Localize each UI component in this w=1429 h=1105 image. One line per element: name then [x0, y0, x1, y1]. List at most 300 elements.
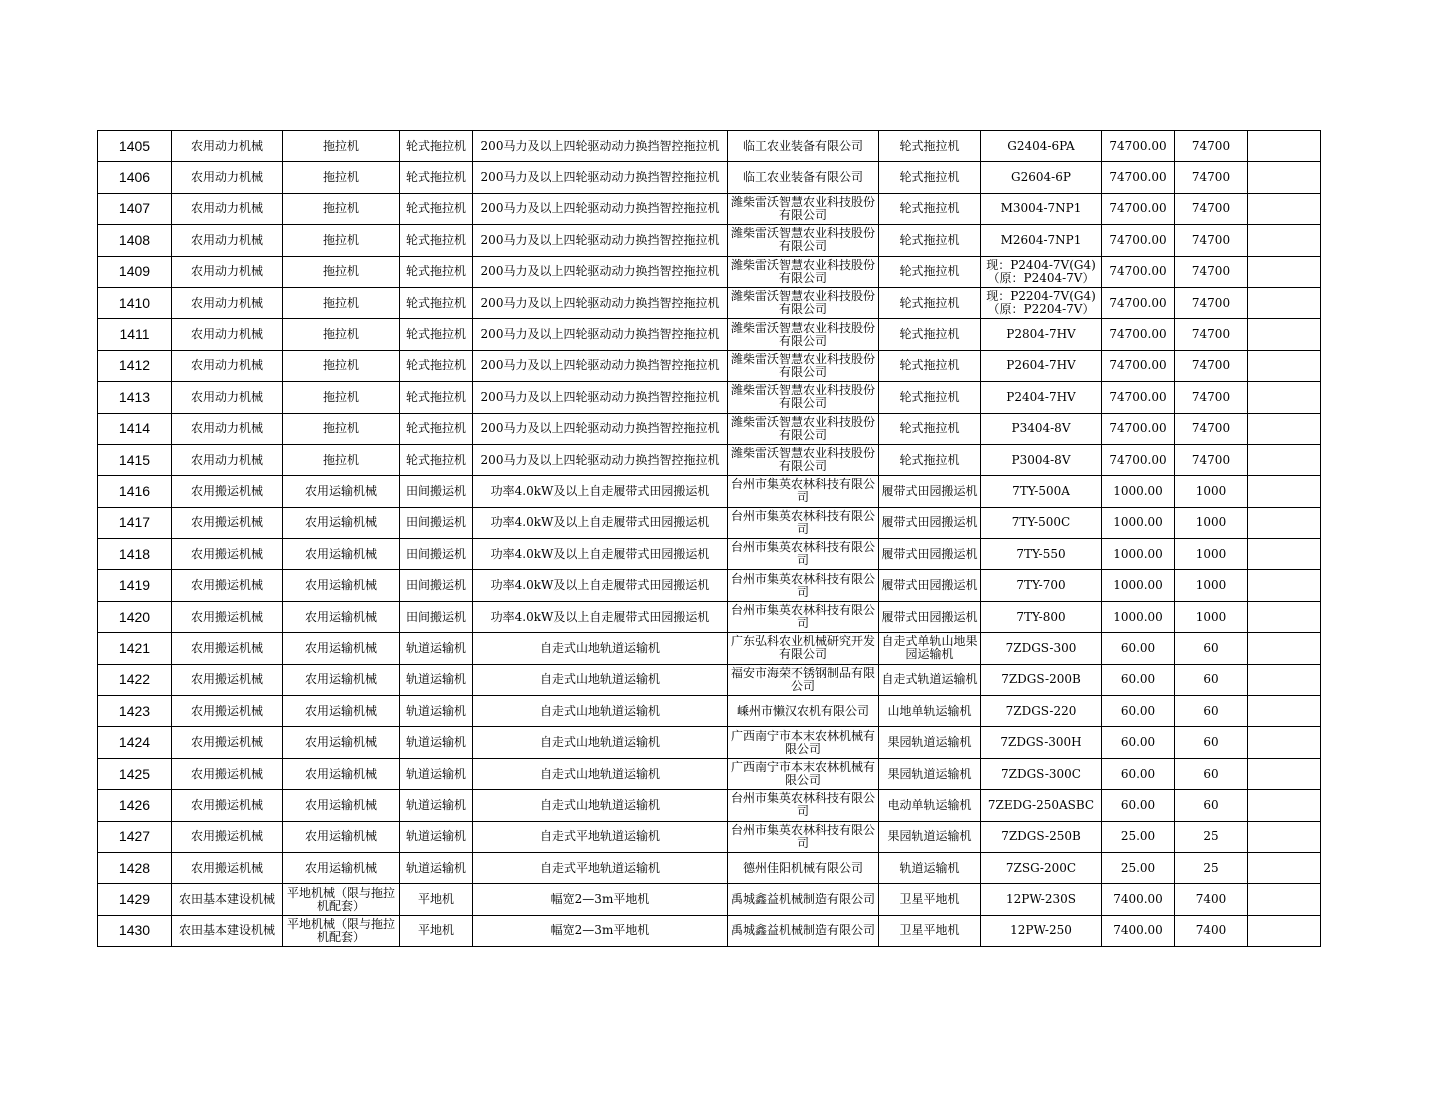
- subcategory-cell: 农用运输机械: [283, 727, 400, 758]
- subsidy-cell: 1000: [1175, 601, 1248, 632]
- spec-cell: 200马力及以上四轮驱动动力换挡智控拖拉机: [473, 413, 728, 444]
- table-row: [98, 507, 1321, 538]
- spec-cell: 200马力及以上四轮驱动动力换挡智控拖拉机: [473, 350, 728, 381]
- subsidy-cell: 25: [1175, 852, 1248, 883]
- note-cell: [1248, 570, 1321, 601]
- table-row: [98, 884, 1321, 915]
- subcategory-cell: 拖拉机: [283, 256, 400, 287]
- category-cell: 农用搬运机械: [172, 758, 283, 789]
- subsidy-cell: 74700: [1175, 413, 1248, 444]
- model-cell: 7ZDGS-300: [981, 633, 1102, 664]
- model-cell: P2604-7HV: [981, 350, 1102, 381]
- product-name-cell: 自走式轨道运输机: [879, 664, 981, 695]
- item-cell: 轨道运输机: [400, 852, 473, 883]
- table-row: [98, 193, 1321, 224]
- subcategory-cell: 农用运输机械: [283, 821, 400, 852]
- category-cell: 农用搬运机械: [172, 664, 283, 695]
- category-cell: 农用搬运机械: [172, 696, 283, 727]
- product-name-cell: 轮式拖拉机: [879, 413, 981, 444]
- spec-cell: 200马力及以上四轮驱动动力换挡智控拖拉机: [473, 444, 728, 475]
- manufacturer-cell: 潍柴雷沃智慧农业科技股份有限公司: [728, 319, 879, 350]
- product-name-cell: 自走式单轨山地果园运输机: [879, 633, 981, 664]
- note-cell: [1248, 507, 1321, 538]
- product-name-cell: 轮式拖拉机: [879, 350, 981, 381]
- spec-cell: 自走式山地轨道运输机: [473, 758, 728, 789]
- category-cell: 农用动力机械: [172, 382, 283, 413]
- subcategory-cell: 农用运输机械: [283, 539, 400, 570]
- row-number-cell: 1423: [98, 696, 172, 727]
- category-cell: 农用动力机械: [172, 256, 283, 287]
- spec-cell: 幅宽2—3m平地机: [473, 884, 728, 915]
- price-cell: 60.00: [1102, 696, 1175, 727]
- model-cell: 7ZDGS-300C: [981, 758, 1102, 789]
- price-cell: 1000.00: [1102, 476, 1175, 507]
- price-cell: 74700.00: [1102, 162, 1175, 193]
- product-name-cell: 果园轨道运输机: [879, 758, 981, 789]
- subcategory-cell: 农用运输机械: [283, 790, 400, 821]
- spec-cell: 功率4.0kW及以上自走履带式田园搬运机: [473, 476, 728, 507]
- subsidy-cell: 74700: [1175, 444, 1248, 475]
- product-name-cell: 履带式田园搬运机: [879, 601, 981, 632]
- note-cell: [1248, 790, 1321, 821]
- product-name-cell: 轮式拖拉机: [879, 256, 981, 287]
- row-number-cell: 1425: [98, 758, 172, 789]
- item-cell: 轮式拖拉机: [400, 319, 473, 350]
- note-cell: [1248, 539, 1321, 570]
- note-cell: [1248, 821, 1321, 852]
- model-cell: 现：P2404-7V(G4)（原：P2404-7V）: [981, 256, 1102, 287]
- model-cell: 7ZDGS-300H: [981, 727, 1102, 758]
- manufacturer-cell: 潍柴雷沃智慧农业科技股份有限公司: [728, 193, 879, 224]
- subcategory-cell: 农用运输机械: [283, 664, 400, 695]
- price-cell: 7400.00: [1102, 884, 1175, 915]
- table-row: [98, 727, 1321, 758]
- table-row: [98, 476, 1321, 507]
- model-cell: 12PW-250: [981, 915, 1102, 946]
- product-name-cell: 山地单轨运输机: [879, 696, 981, 727]
- table-row: [98, 696, 1321, 727]
- subcategory-cell: 平地机械（限与拖拉机配套）: [283, 915, 400, 946]
- category-cell: 农用动力机械: [172, 413, 283, 444]
- category-cell: 农用搬运机械: [172, 601, 283, 632]
- table-row: [98, 790, 1321, 821]
- category-cell: 农用动力机械: [172, 131, 283, 162]
- price-cell: 74700.00: [1102, 193, 1175, 224]
- product-name-cell: 轮式拖拉机: [879, 131, 981, 162]
- category-cell: 农用动力机械: [172, 287, 283, 318]
- category-cell: 农用搬运机械: [172, 852, 283, 883]
- note-cell: [1248, 633, 1321, 664]
- category-cell: 农田基本建设机械: [172, 915, 283, 946]
- price-cell: 60.00: [1102, 664, 1175, 695]
- spec-cell: 200马力及以上四轮驱动动力换挡智控拖拉机: [473, 256, 728, 287]
- manufacturer-cell: 临工农业装备有限公司: [728, 131, 879, 162]
- table-row: [98, 915, 1321, 946]
- price-cell: 74700.00: [1102, 444, 1175, 475]
- subcategory-cell: 农用运输机械: [283, 758, 400, 789]
- product-name-cell: 轮式拖拉机: [879, 162, 981, 193]
- note-cell: [1248, 319, 1321, 350]
- table-row: [98, 131, 1321, 162]
- item-cell: 轮式拖拉机: [400, 225, 473, 256]
- subcategory-cell: 拖拉机: [283, 444, 400, 475]
- price-cell: 74700.00: [1102, 350, 1175, 381]
- manufacturer-cell: 临工农业装备有限公司: [728, 162, 879, 193]
- row-number-cell: 1413: [98, 382, 172, 413]
- item-cell: 田间搬运机: [400, 570, 473, 601]
- row-number-cell: 1420: [98, 601, 172, 632]
- row-number-cell: 1410: [98, 287, 172, 318]
- price-cell: 1000.00: [1102, 539, 1175, 570]
- row-number-cell: 1412: [98, 350, 172, 381]
- category-cell: 农用搬运机械: [172, 570, 283, 601]
- subsidy-cell: 60: [1175, 790, 1248, 821]
- subcategory-cell: 拖拉机: [283, 162, 400, 193]
- product-name-cell: 轮式拖拉机: [879, 444, 981, 475]
- subsidy-cell: 1000: [1175, 507, 1248, 538]
- manufacturer-cell: 台州市集英农林科技有限公司: [728, 790, 879, 821]
- price-cell: 60.00: [1102, 633, 1175, 664]
- row-number-cell: 1407: [98, 193, 172, 224]
- category-cell: 农用动力机械: [172, 444, 283, 475]
- price-cell: 74700.00: [1102, 319, 1175, 350]
- manufacturer-cell: 广西南宁市本末农林机械有限公司: [728, 727, 879, 758]
- subsidy-cell: 74700: [1175, 225, 1248, 256]
- subsidy-cell: 1000: [1175, 539, 1248, 570]
- row-number-cell: 1426: [98, 790, 172, 821]
- model-cell: 7ZDGS-200B: [981, 664, 1102, 695]
- spec-cell: 200马力及以上四轮驱动动力换挡智控拖拉机: [473, 225, 728, 256]
- category-cell: 农用动力机械: [172, 350, 283, 381]
- table-row: [98, 444, 1321, 475]
- spec-cell: 幅宽2—3m平地机: [473, 915, 728, 946]
- table-row: [98, 664, 1321, 695]
- manufacturer-cell: 台州市集英农林科技有限公司: [728, 539, 879, 570]
- table-body: [98, 131, 1321, 947]
- price-cell: 60.00: [1102, 790, 1175, 821]
- model-cell: P3404-8V: [981, 413, 1102, 444]
- subsidy-cell: 60: [1175, 664, 1248, 695]
- item-cell: 田间搬运机: [400, 539, 473, 570]
- price-cell: 25.00: [1102, 852, 1175, 883]
- subsidy-table: [97, 130, 1321, 947]
- model-cell: G2404-6PA: [981, 131, 1102, 162]
- price-cell: 74700.00: [1102, 131, 1175, 162]
- manufacturer-cell: 台州市集英农林科技有限公司: [728, 476, 879, 507]
- table-row: [98, 821, 1321, 852]
- product-name-cell: 履带式田园搬运机: [879, 507, 981, 538]
- subsidy-cell: 60: [1175, 727, 1248, 758]
- table-row: [98, 287, 1321, 318]
- category-cell: 农用搬运机械: [172, 727, 283, 758]
- note-cell: [1248, 131, 1321, 162]
- row-number-cell: 1408: [98, 225, 172, 256]
- manufacturer-cell: 禹城鑫益机械制造有限公司: [728, 884, 879, 915]
- row-number-cell: 1418: [98, 539, 172, 570]
- category-cell: 农用搬运机械: [172, 633, 283, 664]
- table-row: [98, 162, 1321, 193]
- spec-cell: 功率4.0kW及以上自走履带式田园搬运机: [473, 539, 728, 570]
- manufacturer-cell: 德州佳阳机械有限公司: [728, 852, 879, 883]
- table-row: [98, 382, 1321, 413]
- price-cell: 1000.00: [1102, 570, 1175, 601]
- spec-cell: 200马力及以上四轮驱动动力换挡智控拖拉机: [473, 319, 728, 350]
- price-cell: 1000.00: [1102, 601, 1175, 632]
- category-cell: 农田基本建设机械: [172, 884, 283, 915]
- price-cell: 74700.00: [1102, 382, 1175, 413]
- row-number-cell: 1428: [98, 852, 172, 883]
- spec-cell: 200马力及以上四轮驱动动力换挡智控拖拉机: [473, 287, 728, 318]
- spec-cell: 200马力及以上四轮驱动动力换挡智控拖拉机: [473, 382, 728, 413]
- manufacturer-cell: 广西南宁市本末农林机械有限公司: [728, 758, 879, 789]
- product-name-cell: 卫星平地机: [879, 884, 981, 915]
- table-row: [98, 350, 1321, 381]
- manufacturer-cell: 福安市海荣不锈钢制品有限公司: [728, 664, 879, 695]
- subsidy-cell: 1000: [1175, 476, 1248, 507]
- row-number-cell: 1414: [98, 413, 172, 444]
- spec-cell: 自走式山地轨道运输机: [473, 790, 728, 821]
- item-cell: 轨道运输机: [400, 790, 473, 821]
- item-cell: 轨道运输机: [400, 633, 473, 664]
- subsidy-cell: 25: [1175, 821, 1248, 852]
- price-cell: 1000.00: [1102, 507, 1175, 538]
- note-cell: [1248, 382, 1321, 413]
- category-cell: 农用动力机械: [172, 193, 283, 224]
- manufacturer-cell: 广东弘科农业机械研究开发有限公司: [728, 633, 879, 664]
- category-cell: 农用搬运机械: [172, 539, 283, 570]
- table-row: [98, 319, 1321, 350]
- note-cell: [1248, 476, 1321, 507]
- manufacturer-cell: 潍柴雷沃智慧农业科技股份有限公司: [728, 444, 879, 475]
- manufacturer-cell: 嵊州市懒汉农机有限公司: [728, 696, 879, 727]
- subcategory-cell: 拖拉机: [283, 350, 400, 381]
- manufacturer-cell: 潍柴雷沃智慧农业科技股份有限公司: [728, 287, 879, 318]
- note-cell: [1248, 162, 1321, 193]
- manufacturer-cell: 台州市集英农林科技有限公司: [728, 570, 879, 601]
- model-cell: 7TY-500A: [981, 476, 1102, 507]
- item-cell: 轨道运输机: [400, 696, 473, 727]
- item-cell: 轨道运输机: [400, 821, 473, 852]
- note-cell: [1248, 884, 1321, 915]
- item-cell: 轨道运输机: [400, 727, 473, 758]
- table-row: [98, 601, 1321, 632]
- manufacturer-cell: 潍柴雷沃智慧农业科技股份有限公司: [728, 350, 879, 381]
- manufacturer-cell: 台州市集英农林科技有限公司: [728, 601, 879, 632]
- table-row: [98, 256, 1321, 287]
- product-name-cell: 轮式拖拉机: [879, 287, 981, 318]
- note-cell: [1248, 256, 1321, 287]
- price-cell: 74700.00: [1102, 287, 1175, 318]
- subsidy-cell: 60: [1175, 633, 1248, 664]
- subsidy-cell: 74700: [1175, 319, 1248, 350]
- category-cell: 农用动力机械: [172, 162, 283, 193]
- model-cell: 现：P2204-7V(G4)（原：P2204-7V）: [981, 287, 1102, 318]
- model-cell: 7ZEDG-250ASBC: [981, 790, 1102, 821]
- row-number-cell: 1429: [98, 884, 172, 915]
- category-cell: 农用搬运机械: [172, 476, 283, 507]
- spec-cell: 200马力及以上四轮驱动动力换挡智控拖拉机: [473, 131, 728, 162]
- subsidy-cell: 7400: [1175, 884, 1248, 915]
- item-cell: 田间搬运机: [400, 476, 473, 507]
- category-cell: 农用搬运机械: [172, 821, 283, 852]
- note-cell: [1248, 727, 1321, 758]
- note-cell: [1248, 413, 1321, 444]
- product-name-cell: 履带式田园搬运机: [879, 570, 981, 601]
- model-cell: P3004-8V: [981, 444, 1102, 475]
- item-cell: 轮式拖拉机: [400, 413, 473, 444]
- subsidy-cell: 74700: [1175, 193, 1248, 224]
- row-number-cell: 1409: [98, 256, 172, 287]
- subsidy-cell: 60: [1175, 758, 1248, 789]
- subcategory-cell: 拖拉机: [283, 193, 400, 224]
- note-cell: [1248, 287, 1321, 318]
- subsidy-cell: 74700: [1175, 131, 1248, 162]
- subcategory-cell: 拖拉机: [283, 287, 400, 318]
- row-number-cell: 1406: [98, 162, 172, 193]
- item-cell: 平地机: [400, 915, 473, 946]
- row-number-cell: 1417: [98, 507, 172, 538]
- price-cell: 60.00: [1102, 758, 1175, 789]
- product-name-cell: 卫星平地机: [879, 915, 981, 946]
- manufacturer-cell: 潍柴雷沃智慧农业科技股份有限公司: [728, 413, 879, 444]
- note-cell: [1248, 350, 1321, 381]
- subsidy-cell: 7400: [1175, 915, 1248, 946]
- category-cell: 农用动力机械: [172, 319, 283, 350]
- item-cell: 轮式拖拉机: [400, 162, 473, 193]
- table-row: [98, 225, 1321, 256]
- subsidy-cell: 74700: [1175, 382, 1248, 413]
- row-number-cell: 1405: [98, 131, 172, 162]
- product-name-cell: 轮式拖拉机: [879, 225, 981, 256]
- model-cell: 7ZSG-200C: [981, 852, 1102, 883]
- model-cell: M2604-7NP1: [981, 225, 1102, 256]
- row-number-cell: 1415: [98, 444, 172, 475]
- product-name-cell: 电动单轨运输机: [879, 790, 981, 821]
- price-cell: 74700.00: [1102, 225, 1175, 256]
- model-cell: G2604-6P: [981, 162, 1102, 193]
- row-number-cell: 1411: [98, 319, 172, 350]
- table-row: [98, 758, 1321, 789]
- model-cell: 7TY-500C: [981, 507, 1102, 538]
- manufacturer-cell: 潍柴雷沃智慧农业科技股份有限公司: [728, 225, 879, 256]
- subsidy-cell: 74700: [1175, 287, 1248, 318]
- row-number-cell: 1427: [98, 821, 172, 852]
- product-name-cell: 果园轨道运输机: [879, 727, 981, 758]
- spec-cell: 自走式山地轨道运输机: [473, 696, 728, 727]
- price-cell: 25.00: [1102, 821, 1175, 852]
- model-cell: 7ZDGS-220: [981, 696, 1102, 727]
- spec-cell: 功率4.0kW及以上自走履带式田园搬运机: [473, 507, 728, 538]
- category-cell: 农用搬运机械: [172, 790, 283, 821]
- model-cell: M3004-7NP1: [981, 193, 1102, 224]
- price-cell: 74700.00: [1102, 413, 1175, 444]
- model-cell: P2804-7HV: [981, 319, 1102, 350]
- subcategory-cell: 拖拉机: [283, 413, 400, 444]
- subcategory-cell: 农用运输机械: [283, 696, 400, 727]
- manufacturer-cell: 潍柴雷沃智慧农业科技股份有限公司: [728, 256, 879, 287]
- price-cell: 7400.00: [1102, 915, 1175, 946]
- spec-cell: 自走式平地轨道运输机: [473, 821, 728, 852]
- subcategory-cell: 农用运输机械: [283, 633, 400, 664]
- spec-cell: 200马力及以上四轮驱动动力换挡智控拖拉机: [473, 193, 728, 224]
- subsidy-cell: 1000: [1175, 570, 1248, 601]
- item-cell: 轨道运输机: [400, 758, 473, 789]
- subcategory-cell: 农用运输机械: [283, 601, 400, 632]
- row-number-cell: 1421: [98, 633, 172, 664]
- subcategory-cell: 拖拉机: [283, 131, 400, 162]
- manufacturer-cell: 潍柴雷沃智慧农业科技股份有限公司: [728, 382, 879, 413]
- manufacturer-cell: 禹城鑫益机械制造有限公司: [728, 915, 879, 946]
- item-cell: 田间搬运机: [400, 601, 473, 632]
- model-cell: 7TY-550: [981, 539, 1102, 570]
- manufacturer-cell: 台州市集英农林科技有限公司: [728, 507, 879, 538]
- item-cell: 轮式拖拉机: [400, 382, 473, 413]
- item-cell: 轮式拖拉机: [400, 350, 473, 381]
- note-cell: [1248, 601, 1321, 632]
- note-cell: [1248, 696, 1321, 727]
- note-cell: [1248, 758, 1321, 789]
- spec-cell: 功率4.0kW及以上自走履带式田园搬运机: [473, 601, 728, 632]
- item-cell: 轮式拖拉机: [400, 256, 473, 287]
- spec-cell: 功率4.0kW及以上自走履带式田园搬运机: [473, 570, 728, 601]
- spec-cell: 自走式山地轨道运输机: [473, 727, 728, 758]
- product-name-cell: 果园轨道运输机: [879, 821, 981, 852]
- item-cell: 轨道运输机: [400, 664, 473, 695]
- note-cell: [1248, 193, 1321, 224]
- category-cell: 农用搬运机械: [172, 507, 283, 538]
- item-cell: 轮式拖拉机: [400, 287, 473, 318]
- product-name-cell: 轮式拖拉机: [879, 319, 981, 350]
- spec-cell: 自走式山地轨道运输机: [473, 664, 728, 695]
- subsidy-cell: 74700: [1175, 162, 1248, 193]
- subcategory-cell: 拖拉机: [283, 319, 400, 350]
- table-row: [98, 570, 1321, 601]
- manufacturer-cell: 台州市集英农林科技有限公司: [728, 821, 879, 852]
- product-name-cell: 轮式拖拉机: [879, 382, 981, 413]
- table-row: [98, 413, 1321, 444]
- spec-cell: 200马力及以上四轮驱动动力换挡智控拖拉机: [473, 162, 728, 193]
- subsidy-cell: 60: [1175, 696, 1248, 727]
- subcategory-cell: 农用运输机械: [283, 570, 400, 601]
- table-row: [98, 852, 1321, 883]
- model-cell: 12PW-230S: [981, 884, 1102, 915]
- subcategory-cell: 农用运输机械: [283, 852, 400, 883]
- spec-cell: 自走式平地轨道运输机: [473, 852, 728, 883]
- spec-cell: 自走式山地轨道运输机: [473, 633, 728, 664]
- subcategory-cell: 农用运输机械: [283, 507, 400, 538]
- subsidy-cell: 74700: [1175, 256, 1248, 287]
- subcategory-cell: 农用运输机械: [283, 476, 400, 507]
- item-cell: 轮式拖拉机: [400, 444, 473, 475]
- item-cell: 轮式拖拉机: [400, 193, 473, 224]
- price-cell: 60.00: [1102, 727, 1175, 758]
- row-number-cell: 1430: [98, 915, 172, 946]
- note-cell: [1248, 852, 1321, 883]
- subcategory-cell: 平地机械（限与拖拉机配套）: [283, 884, 400, 915]
- subcategory-cell: 拖拉机: [283, 225, 400, 256]
- model-cell: P2404-7HV: [981, 382, 1102, 413]
- product-name-cell: 轨道运输机: [879, 852, 981, 883]
- subcategory-cell: 拖拉机: [283, 382, 400, 413]
- item-cell: 轮式拖拉机: [400, 131, 473, 162]
- price-cell: 74700.00: [1102, 256, 1175, 287]
- note-cell: [1248, 664, 1321, 695]
- product-name-cell: 履带式田园搬运机: [879, 476, 981, 507]
- row-number-cell: 1416: [98, 476, 172, 507]
- item-cell: 平地机: [400, 884, 473, 915]
- category-cell: 农用动力机械: [172, 225, 283, 256]
- model-cell: 7TY-700: [981, 570, 1102, 601]
